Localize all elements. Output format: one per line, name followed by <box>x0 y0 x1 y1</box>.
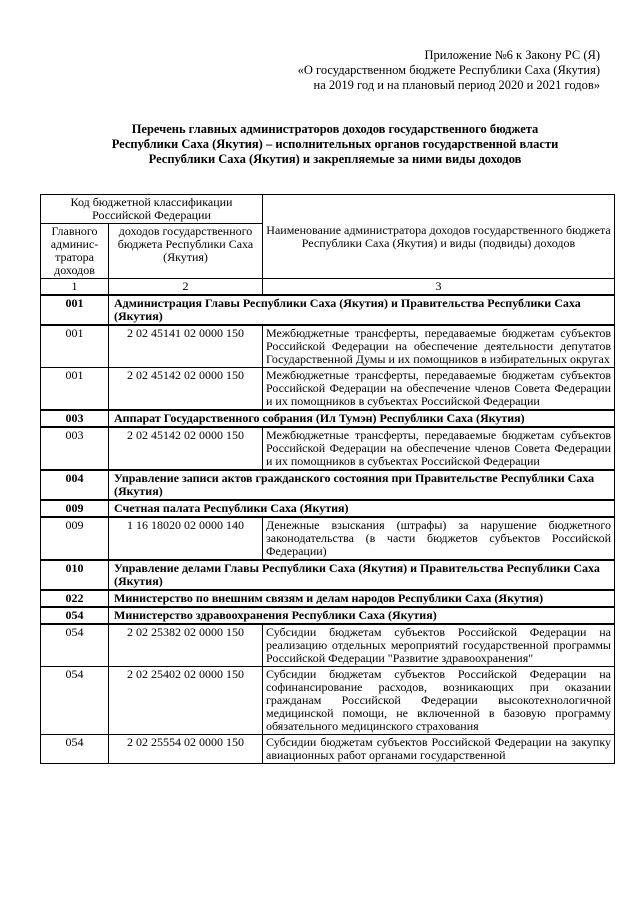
column-number-2: 2 <box>109 279 263 296</box>
income-row <box>41 368 615 411</box>
administrator-group-row <box>41 500 615 517</box>
administrator-group-row <box>41 607 615 624</box>
table-body <box>41 295 615 764</box>
group-admin-name: Министерство здравоохранения Республики Саха (Якутия) <box>109 607 615 624</box>
income-row <box>41 325 615 368</box>
income-code-cell: 2 02 45142 02 0000 150 <box>109 427 263 470</box>
income-name-cell: Субсидии бюджетам субъектов Российской Федерации на закупку авиационных работ органами государственной <box>263 735 615 764</box>
income-name-cell: Межбюджетные трансферты, передаваемые бюджетам субъектов Российской Федерации на обеспечение членов Совета Федерации и их помощников в субъектах Российской Федерации <box>263 427 615 470</box>
income-code-cell: 2 02 25402 02 0000 150 <box>109 667 263 735</box>
column-number-3: 3 <box>263 279 615 296</box>
group-admin-name: Счетная палата Республики Саха (Якутия) <box>109 500 615 517</box>
title-line-3: Республики Саха (Якутия) и закрепляемые за ними виды доходов <box>148 152 522 166</box>
admin-code-cell: 003 <box>41 427 109 470</box>
group-admin-code: 001 <box>41 295 109 325</box>
income-code-cell: 2 02 45141 02 0000 150 <box>109 325 263 368</box>
administrator-group-row <box>41 295 615 325</box>
administrators-table <box>40 194 615 764</box>
group-admin-code: 022 <box>41 590 109 607</box>
group-admin-name: Министерство по внешним связям и делам народов Республики Саха (Якутия) <box>109 590 615 607</box>
income-code-cell: 2 02 45142 02 0000 150 <box>109 368 263 411</box>
appendix-note <box>298 48 600 93</box>
admin-code-cell: 001 <box>41 325 109 368</box>
income-name-cell: Субсидии бюджетам субъектов Российской Федерации на софинансирование расходов, возникающих при оказании гражданам Российской Федерации высокотехнологичной медицинской помощи, не включенной в базовую программу обязательного медицинского страхования <box>263 667 615 735</box>
admin-code-cell: 009 <box>41 517 109 560</box>
income-row <box>41 735 615 764</box>
group-admin-code: 010 <box>41 560 109 590</box>
income-row <box>41 624 615 667</box>
income-code-cell: 2 02 25554 02 0000 150 <box>109 735 263 764</box>
kbk-header: Код бюджетной классификации Российской Федерации <box>41 195 263 224</box>
appendix-line-1: Приложение №6 к Закону РС (Я) <box>424 48 600 62</box>
income-row <box>41 427 615 470</box>
group-admin-code: 009 <box>41 500 109 517</box>
column-number-1: 1 <box>41 279 109 296</box>
group-admin-name: Управление записи актов гражданского состояния при Правительстве Республики Саха (Якутия) <box>109 470 615 500</box>
appendix-line-2: «О государственном бюджете Республики Саха (Якутия) <box>297 63 600 77</box>
administrator-group-row <box>41 590 615 607</box>
income-code-cell: 2 02 25382 02 0000 150 <box>109 624 263 667</box>
title-line-1: Перечень главных администраторов доходов государственного бюджета <box>131 122 539 136</box>
income-name-cell: Межбюджетные трансферты, передаваемые бюджетам субъектов Российской Федерации на обеспечение деятельности депутатов Государственной Думы и их помощников в избирательных округах <box>263 325 615 368</box>
name-header: Наименование администратора доходов государственного бюджета Республики Саха (Якутия) и виды (подвиды) доходов <box>263 195 615 279</box>
administrator-group-row <box>41 410 615 427</box>
appendix-line-3: на 2019 год и на плановый период 2020 и 2021 годов» <box>313 78 600 92</box>
admin-code-cell: 054 <box>41 735 109 764</box>
administrator-group-row <box>41 470 615 500</box>
income-row <box>41 517 615 560</box>
income-name-cell: Денежные взыскания (штрафы) за нарушение бюджетного законодательства (в части бюджетов субъектов Российской Федерации) <box>263 517 615 560</box>
title-line-2: Республики Саха (Якутия) – исполнительных органов государственной власти <box>111 137 559 151</box>
document-title <box>60 122 610 167</box>
income-code-header: доходов государственного бюджета Республики Саха (Якутия) <box>109 224 263 279</box>
income-name-cell: Межбюджетные трансферты, передаваемые бюджетам субъектов Российской Федерации на обеспечение членов Совета Федерации и их помощников в субъектах Российской Федерации <box>263 368 615 411</box>
admin-code-header: Главного админис-тратора доходов <box>41 224 109 279</box>
group-admin-code: 004 <box>41 470 109 500</box>
administrator-group-row <box>41 560 615 590</box>
group-admin-code: 054 <box>41 607 109 624</box>
group-admin-name: Администрация Главы Республики Саха (Якутия) и Правительства Республики Саха (Якутия) <box>109 295 615 325</box>
admin-code-cell: 001 <box>41 368 109 411</box>
admin-code-cell: 054 <box>41 667 109 735</box>
income-row <box>41 667 615 735</box>
table-header <box>41 195 615 296</box>
group-admin-name: Аппарат Государственного собрания (Ил Тумэн) Республики Саха (Якутия) <box>109 410 615 427</box>
admin-code-cell: 054 <box>41 624 109 667</box>
income-name-cell: Субсидии бюджетам субъектов Российской Федерации на реализацию отдельных мероприятий государственной программы Российской Федерации "Развитие здравоохранения" <box>263 624 615 667</box>
group-admin-name: Управление делами Главы Республики Саха (Якутия) и Правительства Республики Саха (Якутия) <box>109 560 615 590</box>
income-code-cell: 1 16 18020 02 0000 140 <box>109 517 263 560</box>
group-admin-code: 003 <box>41 410 109 427</box>
